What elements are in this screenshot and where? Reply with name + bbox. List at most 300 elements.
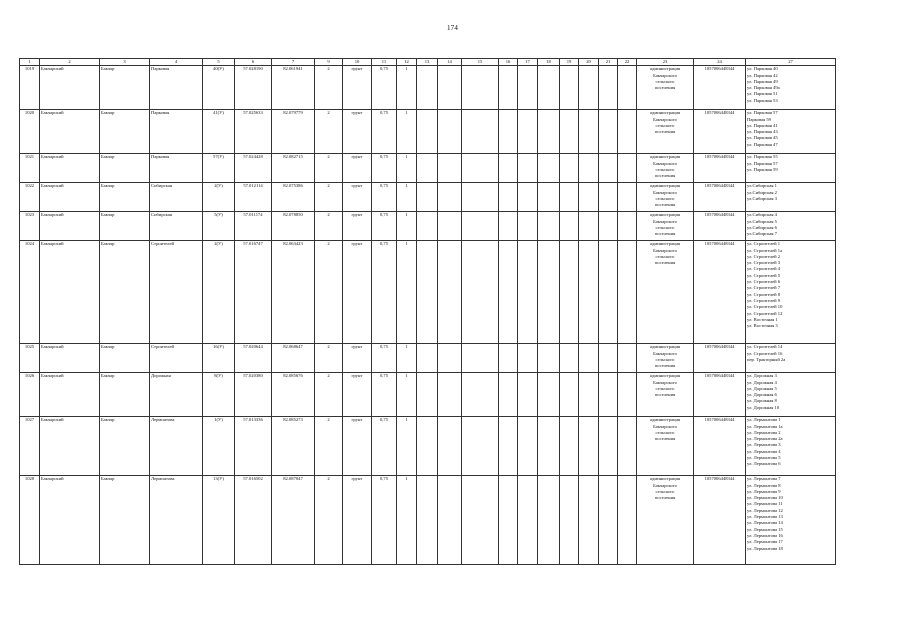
owner-line: Бакчарского xyxy=(653,379,677,385)
empty-cell xyxy=(462,344,499,373)
inn-cell: 1057006448344 xyxy=(694,154,746,183)
column-header: 3 xyxy=(100,59,150,66)
street-cell: Строителей xyxy=(150,344,203,373)
settlement-cell: Бакчар xyxy=(100,66,150,110)
empty-cell xyxy=(599,66,618,110)
address-line: ул.Сибирская 1 xyxy=(747,183,777,189)
address-line: ул. Парковая 40 xyxy=(747,66,778,72)
longitude-cell: 82.085273 xyxy=(272,417,315,476)
settlement-cell: Бакчар xyxy=(100,241,150,344)
owner-cell xyxy=(637,110,694,154)
address-line: ул. Дорожная 8 xyxy=(747,398,777,404)
row-id-cell: 1027 xyxy=(20,417,40,476)
inn-cell: 1057006448344 xyxy=(694,212,746,241)
empty-cell xyxy=(438,212,462,241)
owner-line: поселения xyxy=(654,495,676,501)
quantity-cell: 1 xyxy=(397,476,417,565)
column-header: 23 xyxy=(637,59,694,66)
quantity-cell: 1 xyxy=(397,241,417,344)
latitude-cell: 57.020644 xyxy=(235,344,272,373)
street-cell: Парковая xyxy=(150,66,203,110)
district-cell: Бакчарский xyxy=(40,110,100,154)
table-row xyxy=(20,183,836,212)
volume-cell: 0,75 xyxy=(372,183,397,212)
address-line: ул. Лермонтова 17 xyxy=(747,539,783,545)
owner-line: поселения xyxy=(654,231,676,237)
empty-cell xyxy=(438,66,462,110)
empty-cell xyxy=(499,476,518,565)
table-row xyxy=(20,241,836,344)
code-cell: 40(У) xyxy=(203,66,235,110)
owner-line: администрация xyxy=(649,183,681,189)
longitude-cell: 82.063423 xyxy=(272,241,315,344)
district-cell: Бакчарский xyxy=(40,344,100,373)
quantity-cell: 1 xyxy=(397,154,417,183)
address-line: ул. Лермонтова 5 xyxy=(747,455,781,461)
address-line: ул. Лермонтова 14 xyxy=(747,520,783,526)
latitude-cell: 57.016502 xyxy=(235,476,272,565)
empty-cell xyxy=(499,373,518,417)
empty-cell xyxy=(560,110,579,154)
address-line: ул. Парковая 47 xyxy=(747,141,778,147)
owner-line: сельского xyxy=(655,166,675,172)
column-number-row xyxy=(20,59,836,66)
owner-line: поселения xyxy=(654,392,676,398)
address-line: ул. Лермонтова 18 xyxy=(747,545,783,551)
address-line: ул.Сибирская 4 xyxy=(747,212,777,218)
owner-cell xyxy=(637,212,694,241)
volume-cell: 0,75 xyxy=(372,110,397,154)
address-line: пер. Тракторный 2а xyxy=(747,356,786,362)
owner-line: сельского xyxy=(655,122,675,128)
empty-cell xyxy=(579,110,599,154)
empty-cell xyxy=(417,66,438,110)
settlement-cell: Бакчар xyxy=(100,373,150,417)
address-line: ул. Парковая 45 xyxy=(747,135,778,141)
empty-cell xyxy=(579,344,599,373)
address-line: ул. Дорожная 4 xyxy=(747,379,777,385)
row-id-cell: 1025 xyxy=(20,344,40,373)
count-cell: 2 xyxy=(315,344,343,373)
surface-cell: грунт xyxy=(343,417,372,476)
empty-cell xyxy=(579,66,599,110)
address-line: ул. Строителей 6 xyxy=(747,279,781,285)
column-header: 22 xyxy=(618,59,637,66)
address-line: ул. Восточная 1 xyxy=(747,316,778,322)
owner-cell xyxy=(637,344,694,373)
row-id-cell: 1022 xyxy=(20,183,40,212)
surface-cell: грунт xyxy=(343,110,372,154)
address-line: ул. Парковая 42 xyxy=(747,72,778,78)
page-number: 174 xyxy=(446,24,459,32)
row-id-cell: 1028 xyxy=(20,476,40,565)
empty-cell xyxy=(417,344,438,373)
column-header: 5 xyxy=(203,59,235,66)
empty-cell xyxy=(618,344,637,373)
owner-line: администрация xyxy=(649,373,681,379)
owner-line: администрация xyxy=(649,417,681,423)
quantity-cell: 1 xyxy=(397,417,417,476)
empty-cell xyxy=(417,110,438,154)
latitude-cell: 57.013336 xyxy=(235,417,272,476)
empty-cell xyxy=(499,110,518,154)
addresses-cell xyxy=(746,66,836,110)
empty-cell xyxy=(618,373,637,417)
quantity-cell: 1 xyxy=(397,344,417,373)
column-header: 1 xyxy=(20,59,40,66)
count-cell: 2 xyxy=(315,110,343,154)
empty-cell xyxy=(462,373,499,417)
address-line: ул. Лермонтова 1а xyxy=(747,423,783,429)
owner-line: сельского xyxy=(655,78,675,84)
empty-cell xyxy=(462,66,499,110)
addresses-cell xyxy=(746,373,836,417)
surface-cell: грунт xyxy=(343,66,372,110)
empty-cell xyxy=(518,66,538,110)
empty-cell xyxy=(462,417,499,476)
surface-cell: грунт xyxy=(343,154,372,183)
address-line: ул. Строителей 14 xyxy=(747,344,783,350)
empty-cell xyxy=(599,417,618,476)
owner-line: администрация xyxy=(649,154,681,160)
settlement-cell: Бакчар xyxy=(100,417,150,476)
addresses-cell xyxy=(746,183,836,212)
table-row xyxy=(20,212,836,241)
table-body xyxy=(20,66,836,565)
settlement-cell: Бакчар xyxy=(100,154,150,183)
column-header: 17 xyxy=(518,59,538,66)
owner-line: поселения xyxy=(654,85,676,91)
empty-cell xyxy=(518,110,538,154)
address-line: ул. Строителей 3 xyxy=(747,260,781,266)
address-line: ул. Лермонтова 12 xyxy=(747,507,783,513)
address-line: ул. Лермонтова 2 xyxy=(747,429,781,435)
empty-cell xyxy=(499,417,518,476)
empty-cell xyxy=(518,154,538,183)
owner-line: администрация xyxy=(649,476,681,482)
empty-cell xyxy=(560,66,579,110)
owner-line: администрация xyxy=(649,66,681,72)
address-line: ул. Строителей 2 xyxy=(747,253,781,259)
address-line: ул. Восточная 3 xyxy=(747,323,778,329)
address-line: ул.Сибирская 5 xyxy=(747,218,777,224)
longitude-cell: 82.082715 xyxy=(272,154,315,183)
inn-cell: 1057006448344 xyxy=(694,183,746,212)
longitude-cell: 82.075386 xyxy=(272,183,315,212)
empty-cell xyxy=(417,212,438,241)
inn-cell: 1057006448344 xyxy=(694,417,746,476)
owner-line: поселения xyxy=(654,129,676,135)
owner-line: администрация xyxy=(649,212,681,218)
district-cell: Бакчарский xyxy=(40,417,100,476)
address-line: ул. Парковая 49а xyxy=(747,85,780,91)
address-line: ул. Лермонтова 11 xyxy=(747,501,783,507)
address-line: ул. Строителей 10 xyxy=(747,304,783,310)
owner-line: поселения xyxy=(654,202,676,208)
address-line: ул. Дорожная 10 xyxy=(747,404,780,410)
owner-line: Бакчарского xyxy=(653,72,677,78)
count-cell: 2 xyxy=(315,183,343,212)
address-line: ул. Строителей 8 xyxy=(747,291,781,297)
street-cell: Сибирская xyxy=(150,183,203,212)
empty-cell xyxy=(518,344,538,373)
address-line: ул. Лермонтова 1 xyxy=(747,417,781,423)
table-row xyxy=(20,417,836,476)
owner-line: поселения xyxy=(654,436,676,442)
quantity-cell: 1 xyxy=(397,110,417,154)
address-line: ул.Сибирская 7 xyxy=(747,231,777,237)
empty-cell xyxy=(538,154,560,183)
address-line: ул. Лермонтова 13 xyxy=(747,514,783,520)
owner-line: Бакчарского xyxy=(653,218,677,224)
street-cell: Парковая xyxy=(150,110,203,154)
count-cell: 2 xyxy=(315,212,343,241)
empty-cell xyxy=(618,110,637,154)
empty-cell xyxy=(417,183,438,212)
surface-cell: грунт xyxy=(343,241,372,344)
code-cell: 13(У) xyxy=(203,476,235,565)
address-line: ул.Сибирская 2 xyxy=(747,189,777,195)
addresses-cell xyxy=(746,110,836,154)
empty-cell xyxy=(438,373,462,417)
address-line: ул. Строителей 9 xyxy=(747,297,781,303)
count-cell: 2 xyxy=(315,417,343,476)
empty-cell xyxy=(417,417,438,476)
volume-cell: 0,75 xyxy=(372,66,397,110)
inn-cell: 1057006448344 xyxy=(694,110,746,154)
column-header: 4 xyxy=(150,59,203,66)
empty-cell xyxy=(560,241,579,344)
empty-cell xyxy=(599,373,618,417)
registry-table xyxy=(19,58,836,565)
empty-cell xyxy=(560,373,579,417)
district-cell: Бакчарский xyxy=(40,154,100,183)
empty-cell xyxy=(599,154,618,183)
column-header: 21 xyxy=(599,59,618,66)
empty-cell xyxy=(538,212,560,241)
street-cell: Сибирская xyxy=(150,212,203,241)
surface-cell: грунт xyxy=(343,183,372,212)
count-cell: 2 xyxy=(315,373,343,417)
empty-cell xyxy=(618,417,637,476)
district-cell: Бакчарский xyxy=(40,212,100,241)
address-line: ул. Лермонтова 15 xyxy=(747,526,783,532)
empty-cell xyxy=(518,476,538,565)
surface-cell: грунт xyxy=(343,476,372,565)
address-line: ул. Лермонтова 3 xyxy=(747,442,781,448)
code-cell: 8(У) xyxy=(203,373,235,417)
count-cell: 2 xyxy=(315,241,343,344)
volume-cell: 0,75 xyxy=(372,344,397,373)
volume-cell: 0,75 xyxy=(372,476,397,565)
empty-cell xyxy=(438,344,462,373)
empty-cell xyxy=(499,66,518,110)
empty-cell xyxy=(438,110,462,154)
address-line: ул. Дорожная 3 xyxy=(747,373,777,379)
owner-line: администрация xyxy=(649,241,681,247)
street-cell: Дорожная xyxy=(150,373,203,417)
quantity-cell: 1 xyxy=(397,373,417,417)
settlement-cell: Бакчар xyxy=(100,183,150,212)
district-cell: Бакчарский xyxy=(40,373,100,417)
empty-cell xyxy=(579,373,599,417)
column-header: 9 xyxy=(315,59,343,66)
empty-cell xyxy=(438,417,462,476)
column-header: 15 xyxy=(462,59,499,66)
column-header: 24 xyxy=(694,59,746,66)
longitude-cell: 82.061941 xyxy=(272,66,315,110)
latitude-cell: 57.020380 xyxy=(235,373,272,417)
owner-cell xyxy=(637,66,694,110)
column-header: 16 xyxy=(499,59,518,66)
longitude-cell: 82.079779 xyxy=(272,110,315,154)
volume-cell: 0,75 xyxy=(372,417,397,476)
empty-cell xyxy=(518,373,538,417)
empty-cell xyxy=(538,183,560,212)
empty-cell xyxy=(438,154,462,183)
row-id-cell: 1024 xyxy=(20,241,40,344)
count-cell: 2 xyxy=(315,154,343,183)
empty-cell xyxy=(499,183,518,212)
settlement-cell: Бакчар xyxy=(100,476,150,565)
owner-line: сельского xyxy=(655,224,675,230)
empty-cell xyxy=(438,476,462,565)
latitude-cell: 57.024428 xyxy=(235,154,272,183)
inn-cell: 1057006448344 xyxy=(694,344,746,373)
address-line: ул. Строителей 1 xyxy=(747,241,781,247)
district-cell: Бакчарский xyxy=(40,476,100,565)
empty-cell xyxy=(518,241,538,344)
column-header: 12 xyxy=(397,59,417,66)
owner-line: администрация xyxy=(649,344,681,350)
column-header: 19 xyxy=(560,59,579,66)
owner-cell xyxy=(637,183,694,212)
empty-cell xyxy=(579,241,599,344)
inn-cell: 1057006448344 xyxy=(694,241,746,344)
code-cell: 1(У) xyxy=(203,417,235,476)
empty-cell xyxy=(538,110,560,154)
code-cell: 5(У) xyxy=(203,212,235,241)
empty-cell xyxy=(518,417,538,476)
address-line: ул. Лермонтова 2а xyxy=(747,436,783,442)
volume-cell: 0,75 xyxy=(372,212,397,241)
table-row xyxy=(20,476,836,565)
empty-cell xyxy=(579,417,599,476)
row-id-cell: 1023 xyxy=(20,212,40,241)
empty-cell xyxy=(618,183,637,212)
inn-cell: 1057006448344 xyxy=(694,476,746,565)
table-row xyxy=(20,344,836,373)
code-cell: 41(У) xyxy=(203,110,235,154)
owner-line: сельского xyxy=(655,429,675,435)
latitude-cell: 57.012114 xyxy=(235,183,272,212)
empty-cell xyxy=(579,154,599,183)
owner-cell xyxy=(637,417,694,476)
empty-cell xyxy=(560,183,579,212)
addresses-cell xyxy=(746,212,836,241)
address-line: ул. Парковая 43 xyxy=(747,129,778,135)
empty-cell xyxy=(417,476,438,565)
volume-cell: 0,75 xyxy=(372,373,397,417)
empty-cell xyxy=(538,417,560,476)
owner-line: Бакчарского xyxy=(653,247,677,253)
address-line: ул. Лермонтова 10 xyxy=(747,495,783,501)
address-line: ул. Строителей 4 xyxy=(747,266,781,272)
table-row xyxy=(20,110,836,154)
empty-cell xyxy=(618,212,637,241)
address-line: ул. Лермонтова 6 xyxy=(747,461,781,467)
address-line: ул. Строителей 16 xyxy=(747,350,783,356)
owner-line: Бакчарского xyxy=(653,482,677,488)
empty-cell xyxy=(618,241,637,344)
address-line: ул. Лермонтова 16 xyxy=(747,532,783,538)
settlement-cell: Бакчар xyxy=(100,344,150,373)
row-id-cell: 1020 xyxy=(20,110,40,154)
empty-cell xyxy=(560,154,579,183)
empty-cell xyxy=(499,344,518,373)
addresses-cell xyxy=(746,344,836,373)
address-line: ул. Дорожная 6 xyxy=(747,392,777,398)
empty-cell xyxy=(499,241,518,344)
owner-line: Бакчарского xyxy=(653,350,677,356)
owner-line: сельского xyxy=(655,488,675,494)
address-line: ул. Парковая 55 xyxy=(747,154,778,160)
longitude-cell: 82.078850 xyxy=(272,212,315,241)
column-header: 2 xyxy=(40,59,100,66)
quantity-cell: 1 xyxy=(397,212,417,241)
column-header: 18 xyxy=(538,59,560,66)
volume-cell: 0,75 xyxy=(372,154,397,183)
empty-cell xyxy=(538,344,560,373)
empty-cell xyxy=(560,476,579,565)
latitude-cell: 57.025633 xyxy=(235,110,272,154)
table-row xyxy=(20,154,836,183)
empty-cell xyxy=(618,66,637,110)
address-line: ул. Парковая 59 xyxy=(747,166,778,172)
empty-cell xyxy=(560,212,579,241)
code-cell: 2(У) xyxy=(203,241,235,344)
table-row xyxy=(20,373,836,417)
address-line: ул. Строителей 7 xyxy=(747,285,781,291)
address-line: ул. Лермонтова 4 xyxy=(747,448,781,454)
address-line: ул. Парковая 57 xyxy=(747,160,778,166)
empty-cell xyxy=(462,110,499,154)
quantity-cell: 1 xyxy=(397,183,417,212)
empty-cell xyxy=(438,183,462,212)
column-header: 27 xyxy=(746,59,836,66)
code-cell: 16(У) xyxy=(203,344,235,373)
owner-line: Бакчарского xyxy=(653,423,677,429)
addresses-cell xyxy=(746,241,836,344)
column-header: 7 xyxy=(272,59,315,66)
empty-cell xyxy=(417,373,438,417)
empty-cell xyxy=(599,183,618,212)
address-line: ул. Парковая 57 xyxy=(747,110,778,116)
address-line: ул.Сибирская 6 xyxy=(747,224,777,230)
empty-cell xyxy=(417,241,438,344)
empty-cell xyxy=(560,344,579,373)
count-cell: 2 xyxy=(315,66,343,110)
empty-cell xyxy=(560,417,579,476)
longitude-cell: 82.085676 xyxy=(272,373,315,417)
owner-line: сельского xyxy=(655,253,675,259)
owner-line: поселения xyxy=(654,173,676,179)
column-header: 6 xyxy=(235,59,272,66)
latitude-cell: 57.016747 xyxy=(235,241,272,344)
empty-cell xyxy=(618,476,637,565)
empty-cell xyxy=(538,241,560,344)
surface-cell: грунт xyxy=(343,344,372,373)
